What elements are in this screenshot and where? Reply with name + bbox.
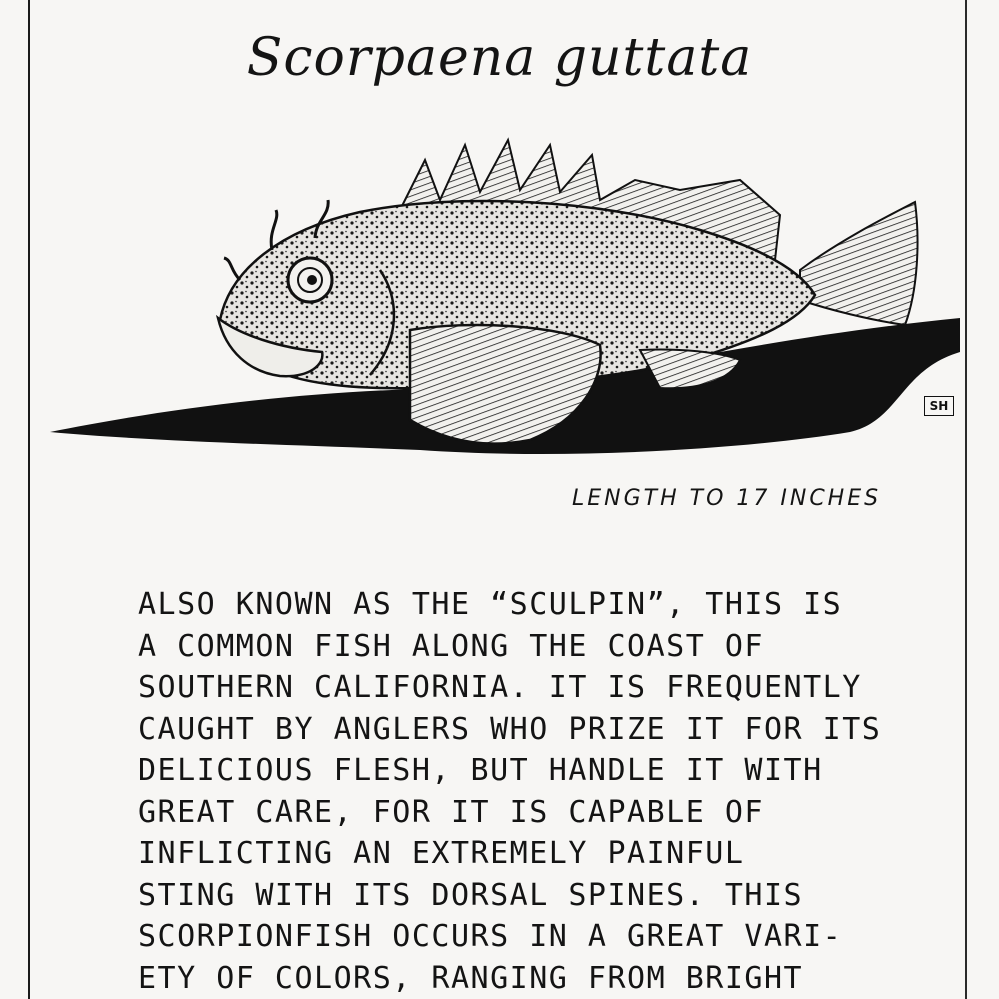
text-line: ETY OF COLORS, RANGING FROM BRIGHT [138, 960, 804, 996]
page-title: Scorpaena guttata [246, 28, 753, 88]
text-line: SOUTHERN CALIFORNIA. IT IS FREQUENTLY [138, 670, 862, 705]
length-caption: LENGTH TO 17 INCHES [572, 486, 882, 511]
text-line: STING WITH ITS DORSAL SPINES. THIS [138, 877, 804, 913]
text-line: DELICIOUS FLESH, BUT HANDLE IT WITH [138, 753, 823, 788]
text-line: INFLICTING AN EXTREMELY PAINFUL [138, 836, 745, 871]
left-border-line [28, 0, 30, 999]
text-line: A COMMON FISH ALONG THE COAST OF [138, 628, 764, 664]
tail-fin [800, 202, 918, 325]
artist-signature: SH [924, 396, 954, 416]
text-line: CAUGHT BY ANGLERS WHO PRIZE IT FOR ITS [138, 711, 882, 747]
description-text [138, 584, 938, 999]
text-line: ALSO KNOWN AS THE “SCULPIN”, THIS IS [138, 587, 843, 622]
fish-illustration [40, 120, 970, 470]
text-line: GREAT CARE, FOR IT IS CAPABLE OF [138, 794, 764, 830]
text-line: SCORPIONFISH OCCURS IN A GREAT VARI- [138, 919, 843, 954]
